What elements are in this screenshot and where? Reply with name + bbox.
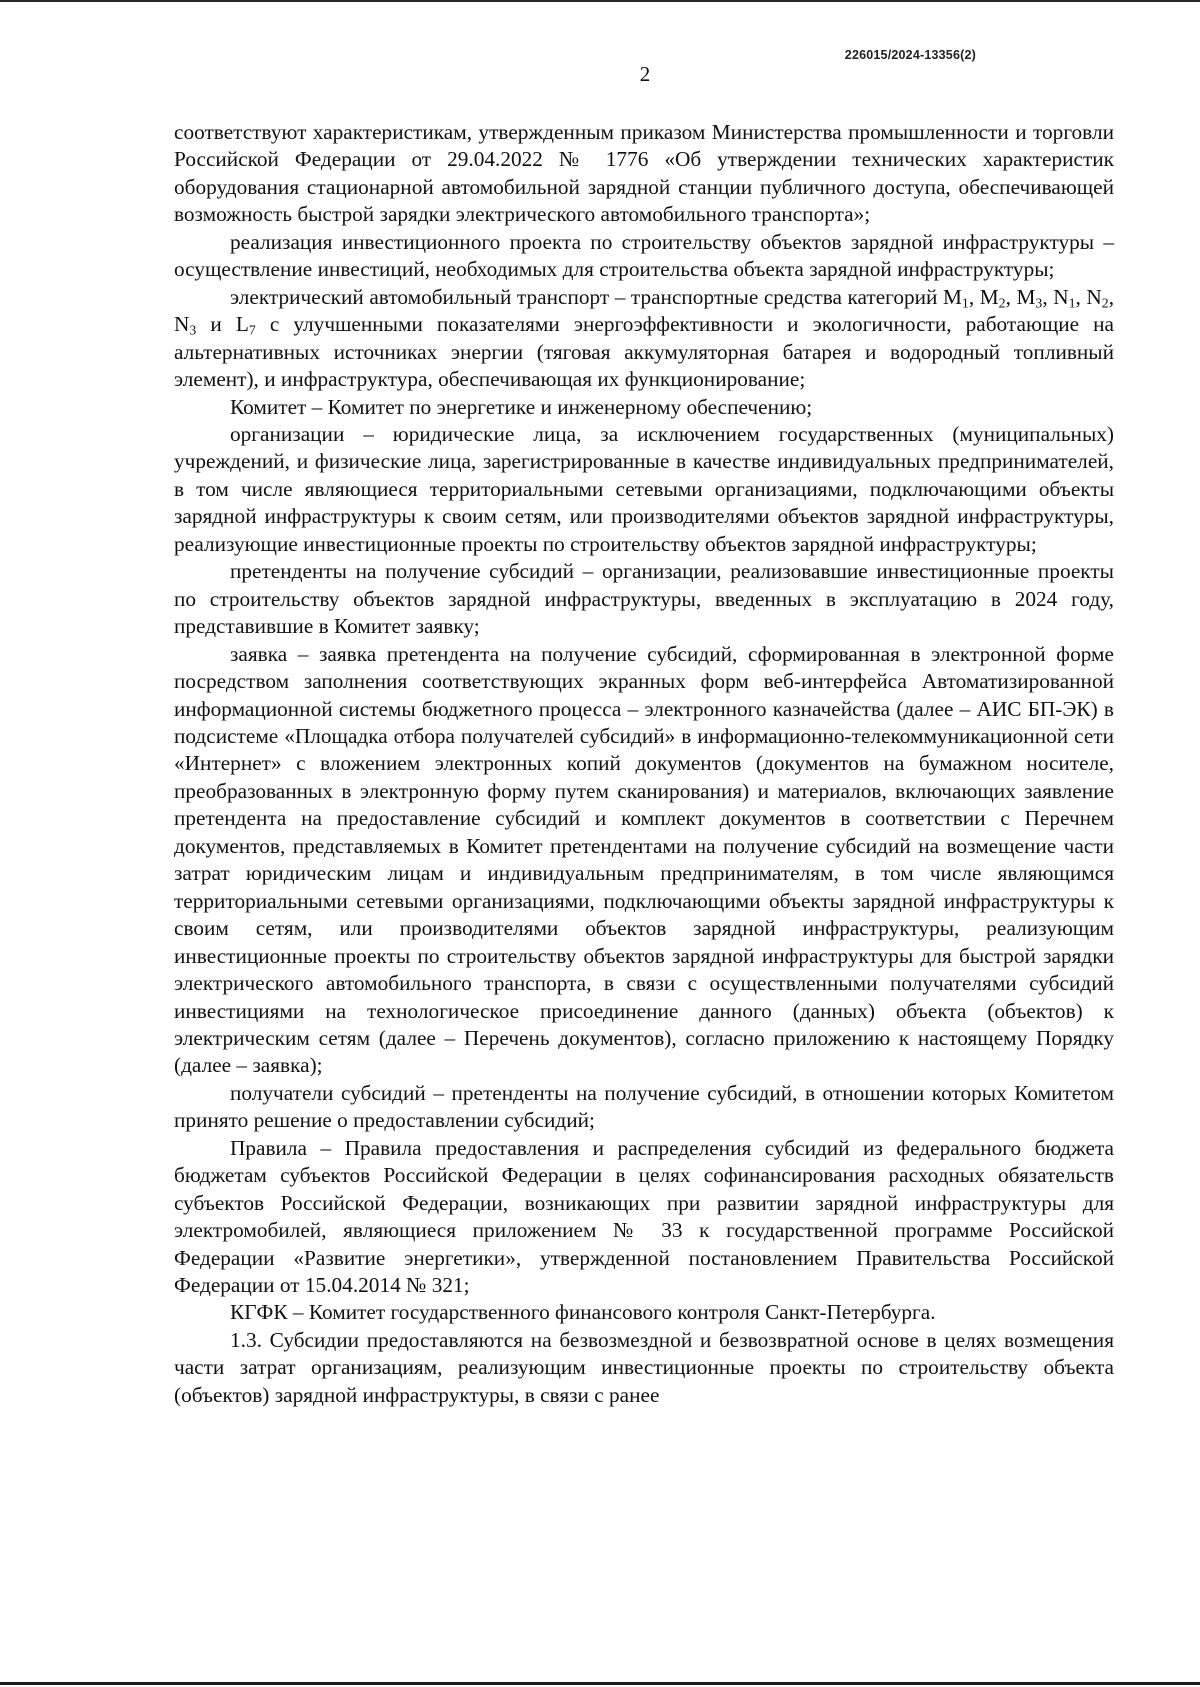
category-l7-index: 7 bbox=[248, 322, 256, 338]
paragraph-definition-recipients: получатели субсидий – претенденты на получение субсидий, в отношении которых Комитетом принято решение о предоставлении субсидий; bbox=[174, 1080, 1114, 1133]
category-n2-index: 2 bbox=[1101, 295, 1109, 311]
paragraph-section-1-3: 1.3. Субсидии предоставляются на безвозмездной и безвозвратной основе в целях возмещения части затрат организациям, реализующим инвестиционные проекты по строительству объекта (объектов) зарядной инфраструктуры, в связи с ранее bbox=[174, 1327, 1114, 1407]
paragraph-definition-rules: Правила – Правила предоставления и распределения субсидий из федерального бюджета бюджетам субъектов Российской Федерации в целях софинансирования расходных обязательств субъектов Российской Федерации, возникающих при развитии зарядной инфраструктуры для электромобилей, являющиеся приложением № 33 к государственной программе Российской Федерации «Развитие энергетики», утвержденной постановлением Правительства Российской Федерации от 15.04.2014 № 321; bbox=[174, 1135, 1114, 1298]
paragraph-definition-committee: Комитет – Комитет по энергетике и инженерному обеспечению; bbox=[230, 394, 813, 419]
category-n1-letter: N bbox=[1053, 284, 1069, 309]
category-m3-letter: M bbox=[1016, 284, 1036, 309]
page-number: 2 bbox=[639, 62, 651, 86]
category-m2-letter: M bbox=[979, 284, 999, 309]
category-n3-letter: N bbox=[174, 312, 190, 337]
paragraph-definition-application: заявка – заявка претендента на получение субсидий, сформированная в электронной форме посредством заполнения соответствующих экранных форм веб-интерфейса Автоматизированной информационной системы бюджетного процесса – электронного казначейства (далее – АИС БП-ЭК) в подсистеме «Площадка отбора получателей субсидий» в информационно-телекоммуникационной сети «Интернет» с вложением электронных копий документов (документов на бумажном носителе, преобразованных в электронную форму путем сканирования) и материалов, включающих заявление претендента на предоставление субсидий и комплект документов в соответствии с Перечнем документов, представляемых в Комитет претендентами на получение субсидий на возмещение части затрат юридическим лицам и индивидуальным предпринимателям, в том числе являющимся территориальными сетевыми организациями, подключающими объекты зарядной инфраструктуры к своим сетям, или производителями объектов зарядной инфраструктуры, реализующим инвестиционные проекты по строительству объектов зарядной инфраструктуры для быстрой зарядки электрического автомобильного транспорта, в связи с осуществленными получателями субсидий инвестициями на технологическое присоединение данного (данных) объекта (объектов) к электрическим сетям (далее – Перечень документов), согласно приложению к настоящему Порядку (далее – заявка); bbox=[174, 641, 1114, 1078]
category-n1-index: 1 bbox=[1068, 295, 1076, 311]
category-m2-index: 2 bbox=[998, 295, 1006, 311]
category-l7-letter: L bbox=[235, 312, 249, 337]
paragraph-definition-investment-project: реализация инвестиционного проекта по строительству объектов зарядной инфраструктуры – осуществление инвестиций, необходимых для строительства объекта зарядной инфраструктуры; bbox=[174, 229, 1114, 282]
paragraph-definition-electric-transport: электрический автомобильный транспорт – транспортные средства категорий $M_1$, $M_2$, $M_3$, $N_1$, $N_2$, $N_3$ и $L_7$ с улучшенными показателями энергоэффективности и экологичности, работающие на альтернативных источниках энергии (тяговая аккумуляторная батарея и водородный топливный элемент), и инфраструктура, обеспечивающая их функционирование; bbox=[174, 284, 1115, 392]
document-body bbox=[174, 119, 1114, 1409]
electric-transport-text-before: электрический автомобильный транспорт – транспортные средства категорий M bbox=[230, 284, 962, 309]
category-n3-index: 3 bbox=[189, 322, 197, 338]
category-m3-index: 3 bbox=[1035, 295, 1043, 311]
paragraph-continuation: соответствуют характеристикам, утвержденным приказом Министерства промышленности и торговли Российской Федерации от 29.04.2022 № 1776 «Об утверждении технических характеристик оборудования стационарной автомобильной зарядной станции публичного доступа, обеспечивающей возможность быстрой зарядки электрического автомобильного транспорта»; bbox=[174, 120, 1114, 227]
paragraph-definition-applicants: претенденты на получение субсидий – организации, реализовавшие инвестиционные проекты по строительству объектов зарядной инфраструктуры, введенных в эксплуатацию в 2024 году, представившие в Комитет заявку; bbox=[174, 559, 1114, 639]
category-m1-index: 1 bbox=[961, 295, 969, 311]
electric-transport-text-after: с улучшенными показателями энергоэффективности и экологичности, работающие на альтернативных источниках энергии (тяговая аккумуляторная батарея и водородный топливный элемент), и инфраструктура, обеспечивающая их функционирование; bbox=[174, 312, 1115, 392]
category-n2-letter: N bbox=[1086, 284, 1102, 309]
paragraph-definition-kgfk: КГФК – Комитет государственного финансового контроля Санкт-Петербурга. bbox=[230, 1300, 936, 1325]
scan-border-bottom bbox=[0, 1682, 1200, 1685]
scan-border-top bbox=[0, 0, 1200, 2]
paragraph-definition-organizations: организации – юридические лица, за исключением государственных (муниципальных) учреждений, и физические лица, зарегистрированные в качестве индивидуальных предпринимателей, в том числе являющиеся территориальными сетевыми организациями, подключающими объекты зарядной инфраструктуры к своим сетям, или производителями объектов зарядной инфраструктуры, реализующие инвестиционные проекты по строительству объектов зарядной инфраструктуры; bbox=[174, 421, 1114, 556]
document-registration-number: 226015/2024-13356(2) bbox=[844, 48, 976, 62]
